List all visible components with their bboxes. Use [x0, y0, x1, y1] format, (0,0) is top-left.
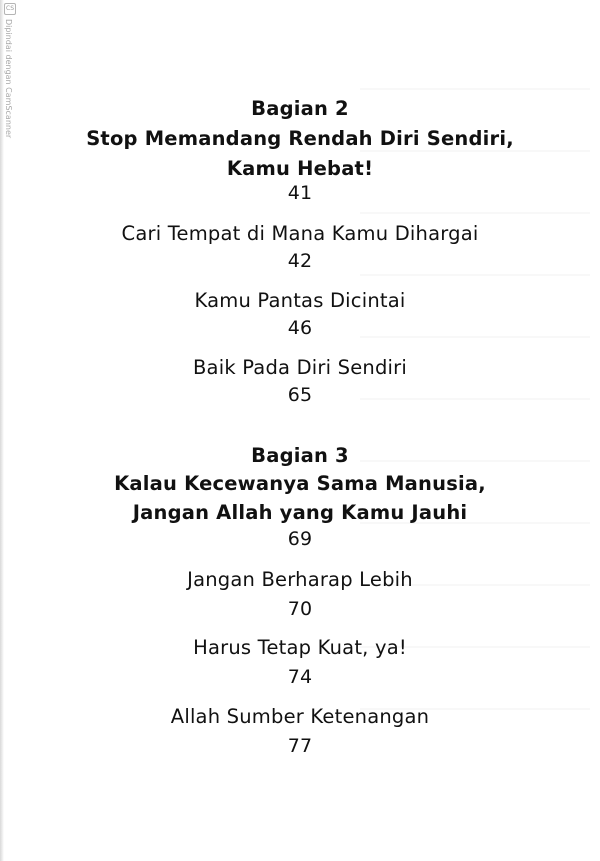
toc-entry-page: 77: [287, 735, 313, 757]
part-3-title-line-2: Jangan Allah yang Kamu Jauhi: [132, 501, 468, 524]
toc-entry-title: Kamu Pantas Dicintai: [194, 289, 406, 312]
camscanner-logo-icon: CS: [4, 3, 16, 15]
toc-entry-title: Harus Tetap Kuat, ya!: [193, 636, 407, 659]
toc-entry-page: 70: [287, 598, 313, 620]
toc-entry-page: 42: [287, 250, 313, 272]
part-3-page-number: 69: [287, 528, 313, 550]
toc-entry-page: 65: [287, 384, 313, 406]
toc-entry-title: Allah Sumber Ketenangan: [170, 705, 430, 728]
toc-entry-title: Baik Pada Diri Sendiri: [192, 356, 408, 379]
part-2-title-line-2: Kamu Hebat!: [226, 157, 374, 180]
part-2-label: Bagian 2: [251, 97, 349, 120]
watermark-text: Dipindai dengan CamScanner: [4, 19, 13, 139]
toc-entry-page: 46: [287, 317, 313, 339]
part-3-title-line-1: Kalau Kecewanya Sama Manusia,: [114, 472, 486, 495]
part-2-page-number: 41: [287, 182, 313, 204]
part-2-title-line-1: Stop Memandang Rendah Diri Sendiri,: [86, 127, 514, 150]
part-3-label: Bagian 3: [251, 444, 349, 467]
toc-entry-title: Jangan Berharap Lebih: [187, 568, 413, 591]
toc-entry-page: 74: [287, 666, 313, 688]
toc-entry-title: Cari Tempat di Mana Kamu Dihargai: [121, 222, 479, 245]
